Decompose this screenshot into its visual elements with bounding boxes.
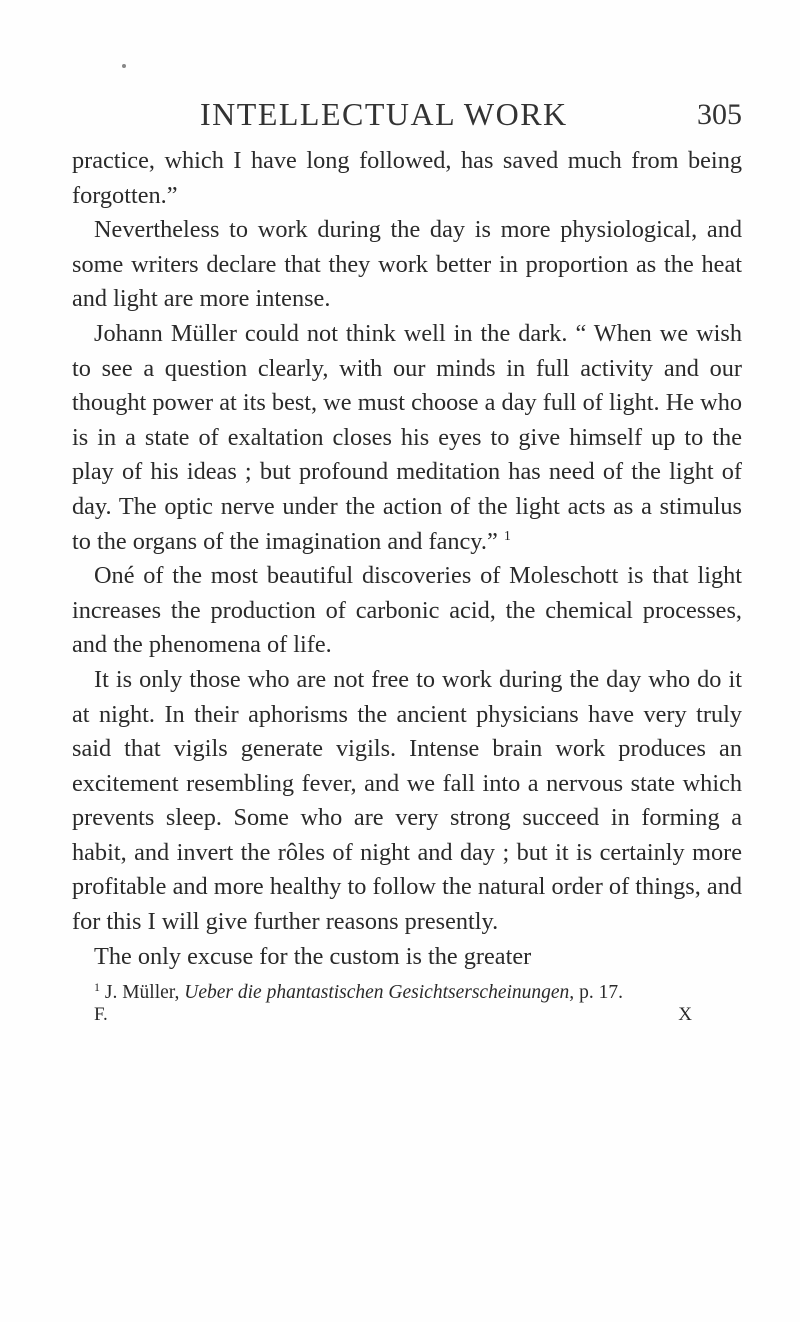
paragraph-4: Oné of the most beautiful discoveries of Moleschott is that light increases the production of carbonic acid, the chemical processes, and the phenomena of life.: [72, 562, 742, 659]
signature-line: [72, 1004, 742, 1028]
paragraph-5: It is only those who are not free to work during the day who do it at night. In their aphorisms the ancient physicians have very truly said that vigils generate vigils. Intense brain work produces an excitement resembling fever, and we fall into a nervous state which prevents sleep. Some who are very strong succeed in forming a habit, and invert the rôles of night and day ; but it is certainly more profitable and more healthy to follow the natural order of things, and for this I will give further reasons presently.: [72, 665, 742, 936]
signature-mark-right: X: [678, 1004, 692, 1026]
paragraph-3: [72, 317, 742, 559]
paragraph-3-text: Johann Müller could not think well in the dark. “ When we wish to see a question clearly, with our minds in full activity and our thought power at its best, we must choose a day full of light. He who is in a state of exaltation closes his eyes to give himself up to the play of his ideas ; but profound meditation has need of the light of day. The optic nerve under the action of the light acts as a stimulus to the organs of the imagination and fancy.”: [72, 319, 742, 555]
footnote-author: J. Müller,: [104, 982, 180, 1004]
running-head: INTELLECTUAL WORK: [200, 96, 568, 132]
footnote: [72, 982, 742, 1004]
book-page: [72, 96, 742, 1028]
paragraph-2: Nevertheless to work during the day is more physiological, and some writers declare that they work better in proportion as the heat and light are more intense.: [72, 216, 742, 313]
page-header: [72, 96, 742, 140]
footnote-text: [72, 982, 742, 1004]
paragraph-1: practice, which I have long followed, has saved much from being forgotten.”: [72, 147, 742, 209]
footnote-title: Ueber die phantastischen Gesichtserscheinungen,: [184, 982, 575, 1004]
signature-mark-left: F.: [94, 1004, 108, 1026]
page-number: 305: [697, 98, 742, 131]
footnote-marker: 1: [94, 980, 100, 995]
ink-speck: [122, 64, 126, 68]
paragraph-6: The only excuse for the custom is the greater: [94, 942, 532, 970]
body-text: [72, 144, 742, 974]
footnote-reference[interactable]: 1: [503, 528, 511, 544]
footnote-page: p. 17.: [579, 982, 623, 1004]
